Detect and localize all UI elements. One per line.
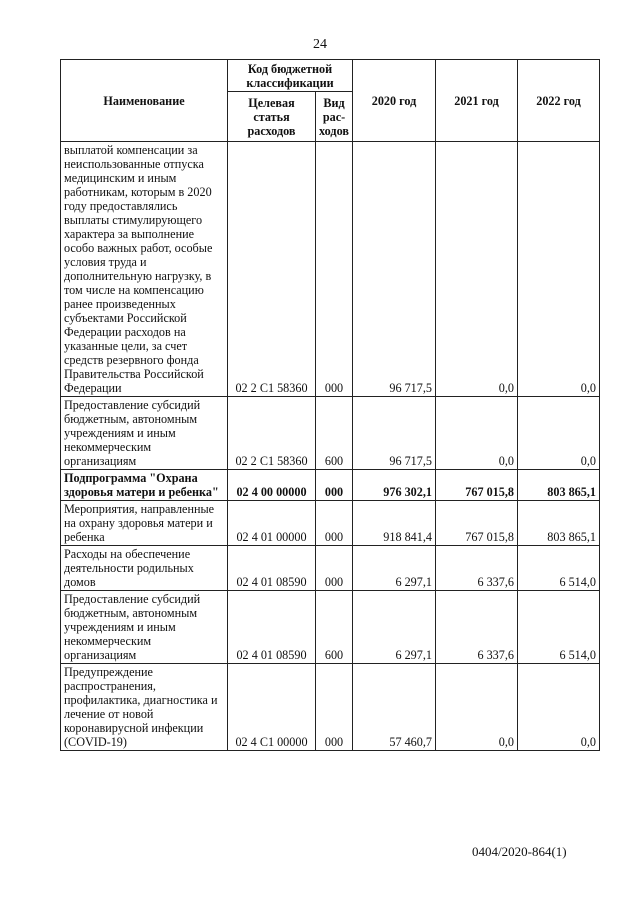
table-row [61,546,600,591]
row-name: Мероприятия, направленные на охрану здоровья матери и ребенка [61,501,228,546]
row-2020: 96 717,5 [353,142,436,397]
row-2020: 57 460,7 [353,664,436,751]
row-2022: 0,0 [518,142,600,397]
header-2021: 2021 год [436,60,518,142]
row-code: 02 4 01 08590 [228,546,316,591]
row-2022: 803 865,1 [518,470,600,501]
row-2021: 6 337,6 [436,591,518,664]
row-code: 02 2 C1 58360 [228,142,316,397]
row-2021: 767 015,8 [436,501,518,546]
row-type: 000 [316,142,353,397]
header-expense-type: Вид рас-ходов [316,92,353,142]
row-2020: 6 297,1 [353,591,436,664]
table-row [61,397,600,470]
row-code: 02 4 01 08590 [228,591,316,664]
row-name: Предупреждение распространения, профилактика, диагностика и лечение от новой коронавирусной инфекции (COVID-19) [61,664,228,751]
row-2022: 0,0 [518,664,600,751]
row-2021: 0,0 [436,664,518,751]
row-type: 000 [316,501,353,546]
row-name: Предоставление субсидий бюджетным, автономным учреждениям и иным некоммерческим организациям [61,591,228,664]
row-2020: 96 717,5 [353,397,436,470]
row-name: Предоставление субсидий бюджетным, автономным учреждениям и иным некоммерческим организациям [61,397,228,470]
row-code: 02 4 00 00000 [228,470,316,501]
row-type: 000 [316,664,353,751]
row-2020: 918 841,4 [353,501,436,546]
row-2021: 767 015,8 [436,470,518,501]
row-type: 600 [316,591,353,664]
row-2021: 0,0 [436,142,518,397]
table-row [61,591,600,664]
row-2022: 6 514,0 [518,591,600,664]
row-name: выплатой компенсации за неиспользованные отпуска медицинским и иным работникам, которым в 2020 году предоставлялись выплаты стимулирующего характера за выполнение особо важных работ, особые условия труда и дополнительную нагрузку, в том числе на компенсацию ранее произведенных субъектами Российской Федерации расходов на указанные цели, за счет средств резервного фонда Правительства Российской Федерации [61,142,228,397]
header-2020: 2020 год [353,60,436,142]
row-code: 02 2 C1 58360 [228,397,316,470]
table-row [61,501,600,546]
row-2021: 0,0 [436,397,518,470]
table-row [61,470,600,501]
row-name: Подпрограмма "Охрана здоровья матери и ребенка" [61,470,228,501]
budget-table [60,59,600,751]
row-2020: 976 302,1 [353,470,436,501]
header-target-article: Целевая статья расходов [228,92,316,142]
header-name: Наименование [61,60,228,142]
page-number: 24 [313,37,327,52]
header-budget-code: Код бюджетной классификации [228,60,353,92]
row-2022: 0,0 [518,397,600,470]
row-type: 000 [316,470,353,501]
table-row [61,664,600,751]
header-2022: 2022 год [518,60,600,142]
row-code: 02 4 01 00000 [228,501,316,546]
row-type: 600 [316,397,353,470]
document-code: 0404/2020-864(1) [472,844,567,859]
row-code: 02 4 C1 00000 [228,664,316,751]
row-type: 000 [316,546,353,591]
table-row [61,142,600,397]
row-name: Расходы на обеспечение деятельности родильных домов [61,546,228,591]
row-2022: 6 514,0 [518,546,600,591]
row-2020: 6 297,1 [353,546,436,591]
row-2022: 803 865,1 [518,501,600,546]
row-2021: 6 337,6 [436,546,518,591]
